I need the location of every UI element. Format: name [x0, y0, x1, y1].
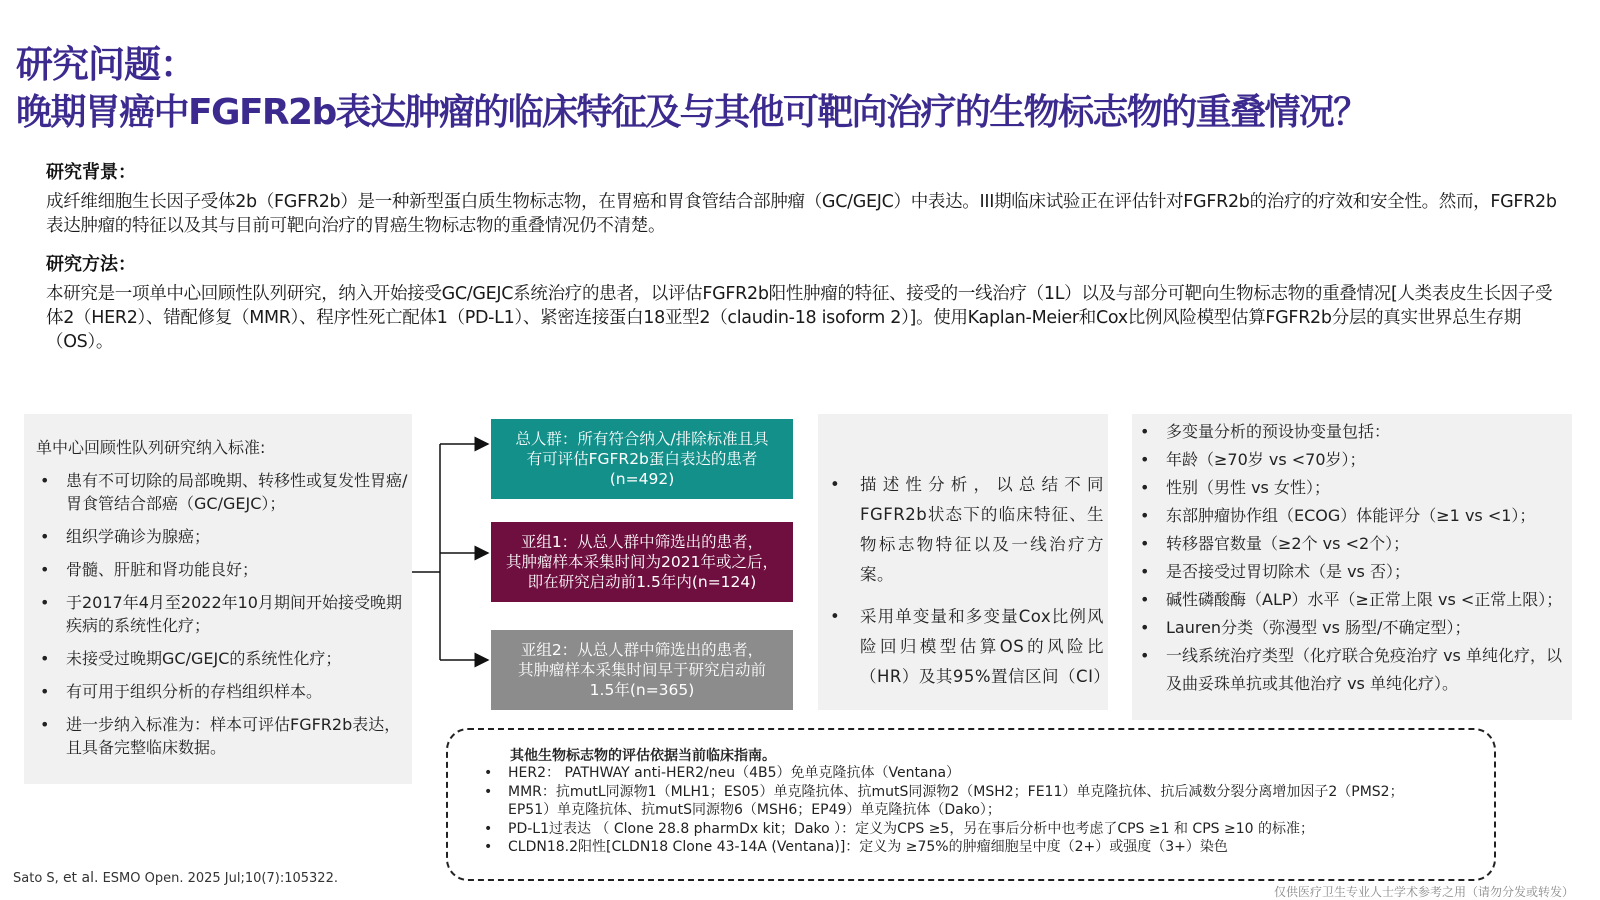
background-text: 成纤维细胞生长因子受体2b（FGFR2b）是一种新型蛋白质生物标志物，在胃癌和胃食管结合部肿瘤（GC/GEJC）中表达。III期临床试验正在评估针对FGFR2b的治疗的疗效和安全性。然而，FGFR2b表达肿瘤的特征以及其与目前可靶向治疗的胃癌生物标志物的重叠情况仍不清楚。: [46, 192, 1557, 236]
biomarker-methods-box: [446, 728, 1496, 881]
citation-etal: et al.: [62, 870, 99, 886]
list-item: • 年龄（≥70岁 vs <70岁）；: [1136, 446, 1568, 474]
covariates-panel: [1132, 414, 1572, 720]
sub1-line2: 其肿瘤样本采集时间为2021年或之后，: [506, 553, 778, 571]
sub2-line2: 其肿瘤样本采集时间早于研究启动前: [517, 661, 766, 679]
sub2-line3: 1.5年(n=365): [589, 681, 695, 699]
total-line2: 有可评估FGFR2b蛋白表达的患者: [526, 450, 758, 468]
list-item: • 性别（男性 vs 女性）；: [1136, 474, 1568, 502]
list-item: • 多变量分析的预设协变量包括：: [1136, 418, 1568, 446]
inclusion-criteria-title: 单中心回顾性队列研究纳入标准:: [36, 438, 266, 457]
background-heading: 研究背景：: [46, 162, 136, 183]
citation-journal: ESMO Open. 2025 Jul;10(7):105322.: [102, 871, 338, 886]
sub1-line3: 即在研究启动前1.5年内(n=124): [527, 573, 757, 591]
analysis-panel: [818, 414, 1111, 710]
list-item: • 有可用于组织分析的存档组织样本。: [36, 680, 408, 703]
list-item: • CLDN18.2阳性[CLDN18 Clone 43-14A (Ventana)]：定义为 ≥75%的肿瘤细胞呈中度（2+）或强度（3+）染色: [478, 838, 1438, 857]
biomarker-list: [478, 764, 1438, 857]
analysis-list: [826, 470, 1111, 704]
subgroup1-box: [491, 522, 793, 602]
sub2-line1: 亚组2：从总人群中筛选出的患者，: [520, 641, 764, 659]
list-item: • 于2017年4月至2022年10月期间开始接受晚期疾病的系统性化疗；: [36, 591, 408, 637]
citation: [13, 870, 338, 886]
list-item: • 是否接受过胃切除术（是 vs 否）；: [1136, 558, 1568, 586]
list-item: • 采用单变量和多变量Cox比例风险回归模型估算OS的风险比（HR）及其95%置信区间（CI）: [826, 602, 1104, 692]
total-line1: 总人群：所有符合纳入/排除标准且具: [515, 430, 769, 448]
methods-text: 本研究是一项单中心回顾性队列研究，纳入开始接受GC/GEJC系统治疗的患者，以评估FGFR2b阳性肿瘤的特征、接受的一线治疗（1L）以及与部分可靶向生物标志物的重叠情况[人类表皮生长因子受体2（HER2）、错配修复（MMR）、程序性死亡配体1（PD-L1）、紧密连接蛋白18亚型2（claudin-18 isoform 2）]。使用Kaplan-Meier和Cox比例风险模型估算FGFR2b分层的真实世界总生存期（OS）。: [46, 284, 1553, 352]
citation-author: Sato S,: [13, 871, 59, 886]
footer-disclaimer: 仅供医疗卫生专业人士学术参考之用（请勿分发或转发）: [1273, 885, 1574, 899]
page-subtitle: 晚期胃癌中FGFR2b表达肿瘤的临床特征及与其他可靶向治疗的生物标志物的重叠情况？: [16, 92, 1368, 133]
list-item: • 未接受过晚期GC/GEJC的系统性化疗；: [36, 647, 408, 670]
list-item: • 东部肿瘤协作组（ECOG）体能评分（≥1 vs <1）；: [1136, 502, 1568, 530]
page-title: 研究问题：: [16, 43, 196, 86]
methods-heading: 研究方法：: [46, 254, 136, 275]
list-item: • 描述性分析，以总结不同FGFR2b状态下的临床特征、生物标志物特征以及一线治疗方案。: [826, 470, 1104, 590]
list-item: • HER2： PATHWAY anti-HER2/neu（4B5）免单克隆抗体（Ventana）: [478, 764, 1438, 783]
list-item: • PD-L1过表达 （ Clone 28.8 pharmDx kit；Dako ）：定义为CPS ≥5，另在事后分析中也考虑了CPS ≥1 和 CPS ≥10 的标准；: [478, 820, 1438, 839]
subgroup2-box: [491, 630, 793, 710]
list-item: • 进一步纳入标准为：样本可评估FGFR2b表达，且具备完整临床数据。: [36, 713, 408, 759]
biomarker-title: 其他生物标志物的评估依据当前临床指南。: [510, 748, 776, 764]
list-item: • 一线系统治疗类型（化疗联合免疫治疗 vs 单纯化疗，以及曲妥珠单抗或其他治疗 vs 单纯化疗）。: [1136, 642, 1568, 698]
list-item: • 骨髓、肝脏和肾功能良好；: [36, 558, 408, 581]
total-population-box: [491, 419, 793, 499]
list-item: • MMR：抗mutL同源物1（MLH1；ES05）单克隆抗体、抗mutS同源物2（MSH2；FE11）单克隆抗体、抗后减数分裂分离增加因子2（PMS2；EP51）单克隆抗体、抗mutS同源物6（MSH6；EP49）单克隆抗体（Dako）；: [478, 783, 1438, 820]
list-item: • 转移器官数量（≥2个 vs <2个）；: [1136, 530, 1568, 558]
list-item: • 碱性磷酸酶（ALP）水平（≥正常上限 vs <正常上限）；: [1136, 586, 1568, 614]
sub1-line1: 亚组1：从总人群中筛选出的患者，: [520, 533, 764, 551]
list-item: • Lauren分类（弥漫型 vs 肠型/不确定型）；: [1136, 614, 1568, 642]
total-line3: (n=492): [609, 470, 675, 488]
covariates-list: [1136, 418, 1568, 698]
list-item: • 组织学确诊为腺癌；: [36, 525, 408, 548]
list-item: • 患有不可切除的局部晚期、转移性或复发性胃癌/胃食管结合部癌（GC/GEJC）；: [36, 469, 408, 515]
